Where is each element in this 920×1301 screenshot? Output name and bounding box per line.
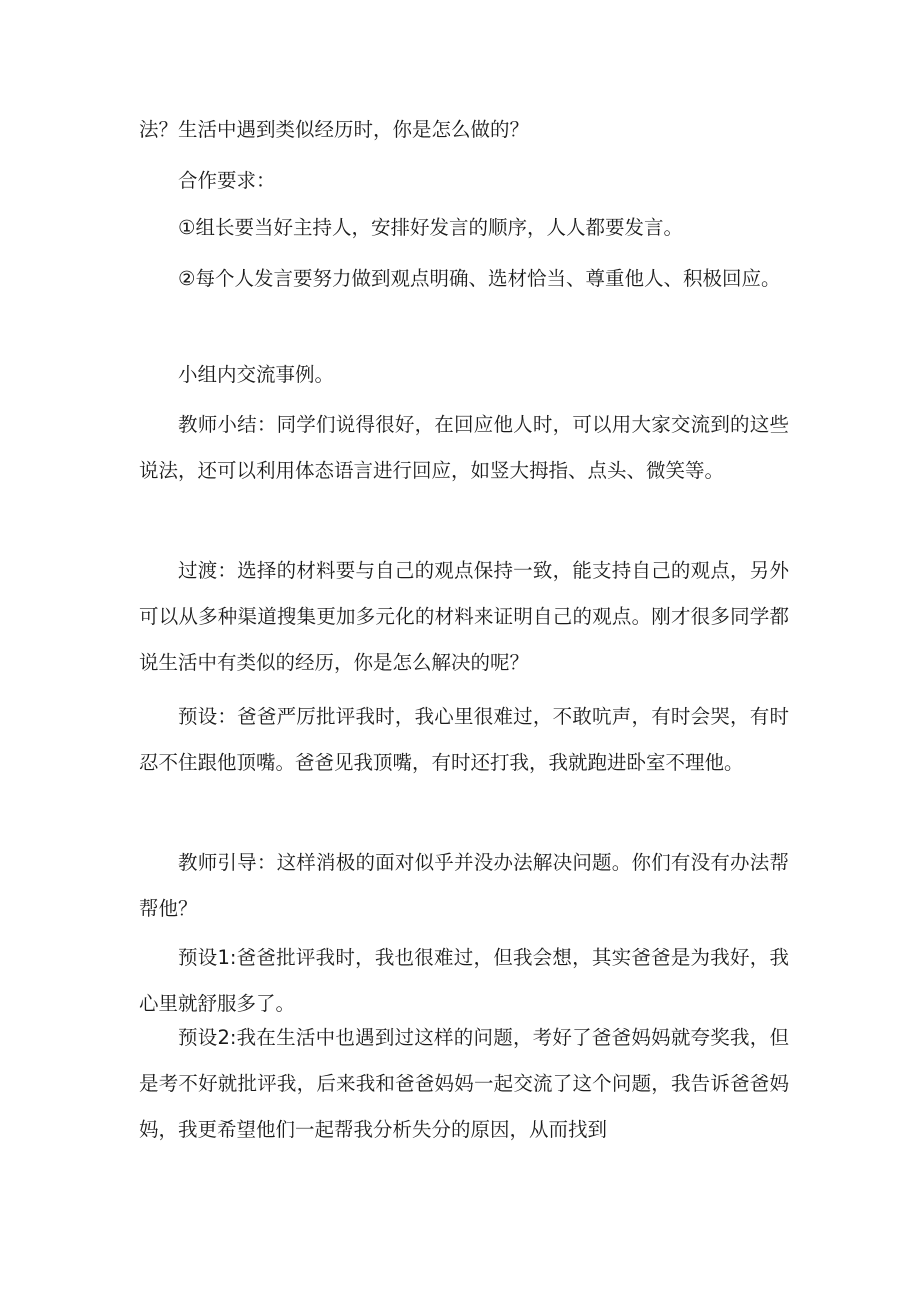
paragraph-continuation: 法？生活中遇到类似经历时，你是怎么做的？ — [139, 118, 530, 141]
document-body-preset — [139, 694, 789, 786]
paragraph-group-exchange: 小组内交流事例。 — [178, 363, 335, 386]
document-body-teacher-summary — [139, 402, 789, 494]
document-body-requirement-2 — [139, 256, 789, 302]
paragraph-cooperation-heading: 合作要求： — [178, 169, 276, 192]
document-body-cooperation — [139, 158, 789, 204]
paragraph-preset: 预设：爸爸严厉批评我时，我心里很难过，不敢吭声，有时会哭，有时忍不住跟他顶嘴。爸爸见我顶嘴，有时还打我，我就跑进卧室不理他。 — [139, 705, 789, 774]
document-body-requirement-1 — [139, 205, 789, 251]
paragraph-teacher-guidance: 教师引导：这样消极的面对似乎并没办法解决问题。你们有没有办法帮帮他？ — [139, 851, 789, 920]
document-body — [139, 107, 789, 153]
document-body-preset-2 — [139, 1015, 789, 1153]
document-body-teacher-guidance — [139, 840, 789, 932]
paragraph-requirement-2: ②每个人发言要努力做到观点明确、选材恰当、尊重他人、积极回应。 — [178, 267, 781, 290]
document-body-group-exchange — [139, 352, 789, 398]
paragraph-requirement-1: ①组长要当好主持人，安排好发言的顺序，人人都要发言。 — [178, 216, 683, 239]
paragraph-preset-2: 预设2:我在生活中也遇到过这样的问题，考好了爸爸妈妈就夸奖我，但是考不好就批评我，后来我和爸爸妈妈一起交流了这个问题，我告诉爸爸妈妈，我更希望他们一起帮我分析失分的原因，从而找到 — [139, 1026, 789, 1141]
paragraph-transition: 过渡：选择的材料要与自己的观点保持一致，能支持自己的观点，另外可以从多种渠道搜集更加多元化的材料来证明自己的观点。刚才很多同学都说生活中有类似的经历，你是怎么解决的呢？ — [139, 559, 789, 674]
paragraph-preset-1: 预设1:爸爸批评我时，我也很难过，但我会想，其实爸爸是为我好，我心里就舒服多了。 — [139, 946, 789, 1015]
document-body-transition — [139, 548, 789, 686]
document-body-preset-1 — [139, 935, 789, 1027]
paragraph-teacher-summary: 教师小结：同学们说得很好，在回应他人时，可以用大家交流到的这些说法，还可以利用体态语言进行回应，如竖大拇指、点头、微笑等。 — [139, 413, 789, 482]
